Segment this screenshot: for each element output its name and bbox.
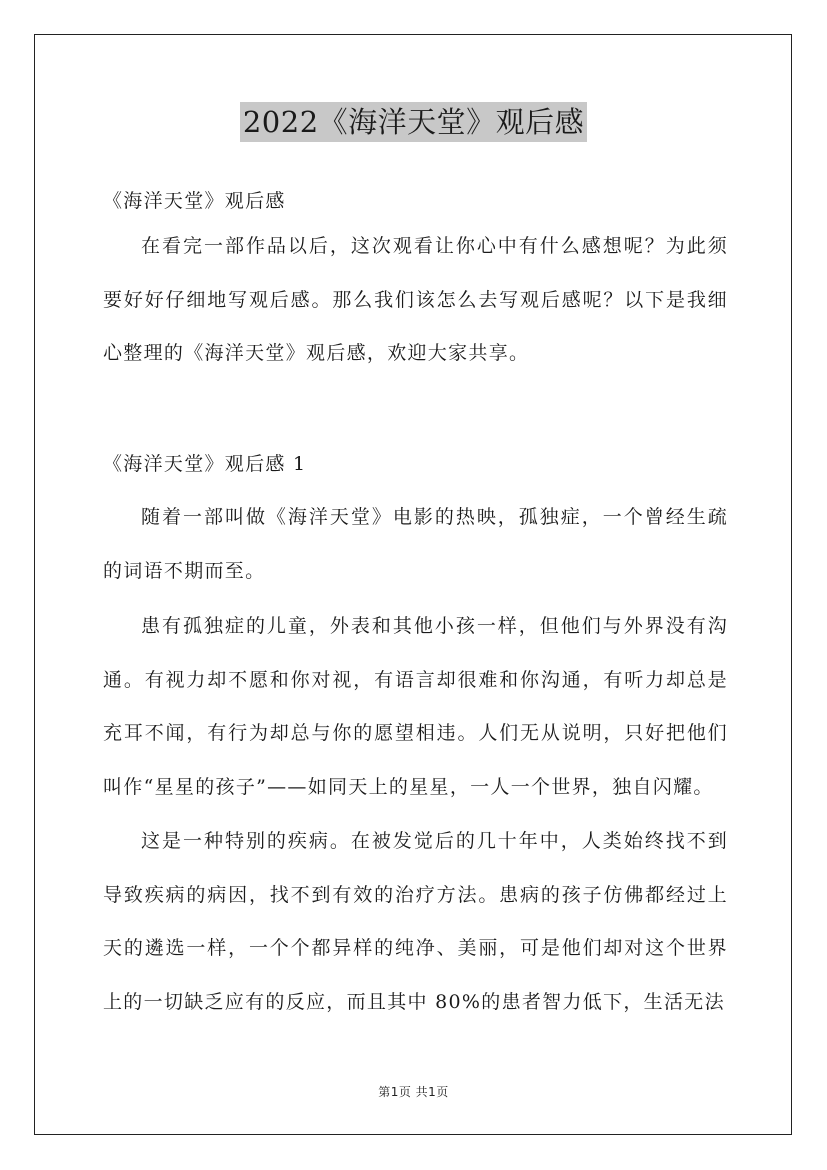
body-paragraph-1: 随着一部叫做《海洋天堂》电影的热映，孤独症，一个曾经生疏的词语不期而至。 (103, 506, 728, 582)
page-number-footer: 第1页 共1页 (378, 1085, 449, 1099)
section-heading-intro: 《海洋天堂》观后感 (103, 190, 286, 212)
intro-paragraph: 在看完一部作品以后，这次观看让你心中有什么感想呢？为此须要好好仔细地写观后感。那么我们该怎么去写观后感呢？以下是我细心整理的《海洋天堂》观后感，欢迎大家共享。 (103, 235, 728, 364)
section-heading-1: 《海洋天堂》观后感 1 (103, 453, 307, 475)
document-title (0, 102, 827, 142)
body-paragraph-2: 患有孤独症的儿童，外表和其他小孩一样，但他们与外界没有沟通。有视力却不愿和你对视，有语言却很难和你沟通，有听力却总是充耳不闻，有行为却总与你的愿望相违。人们无从说明，只好把他们叫作“星星的孩子”——如同天上的星星，一人一个世界，独自闪耀。 (103, 615, 728, 798)
body-paragraph-3: 这是一种特别的疾病。在被发觉后的几十年中，人类始终找不到导致疾病的病因，找不到有效的治疗方法。患病的孩子仿佛都经过上天的遴选一样，一个个都异样的纯净、美丽，可是他们却对这个世界上的一切缺乏应有的反应，而且其中 80%的患者智力低下，生活无法 (103, 830, 728, 1013)
document-title-text: 2022《海洋天堂》观后感 (240, 102, 587, 142)
